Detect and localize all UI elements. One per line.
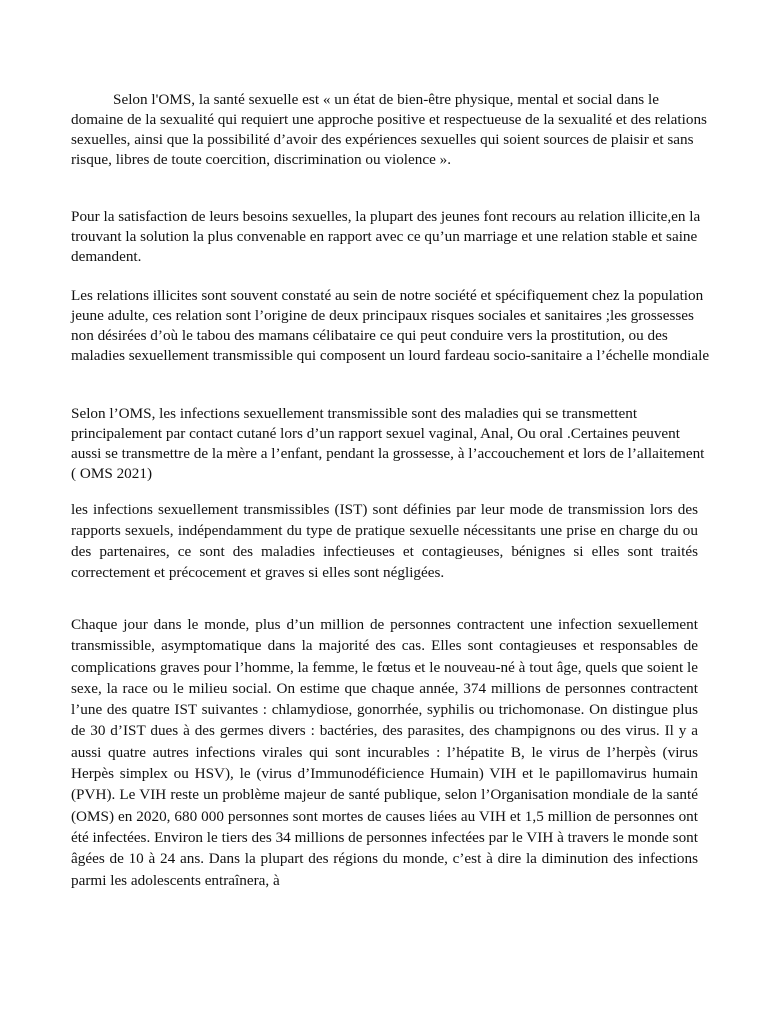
paragraph-oms-definition: Selon l'OMS, la santé sexuelle est « un état de bien-être physique, mental et social dans le domaine de la sexualité qui requiert une approche positive et respectueuse de la sexualité et des relations sexuelles, ainsi que la possibilité d’avoir des expériences sexuelles qui soient sources de plaisir et sans risque, libres de toute coercition, discrimination ou violence ». xyxy=(71,91,707,168)
paragraph-statistiques-ist: Chaque jour dans le monde, plus d’un million de personnes contractent une infection sexuellement transmissible, asymptomatique dans la majorité des cas. Elles sont contagieuses et responsables de complications graves pour l’homme, la femme, le fœtus et le nouveau-né à tout âge, quels que soient le sexe, la race ou le milieu social. On estime que chaque année, 374 millions de personnes contractent l’une des quatre IST suivantes : chlamydiose, gonorrhée, syphilis ou trichomonase. On distingue plus de 30 d’IST dues à des germes divers : bactéries, des parasites, des champignons ou des virus. Il y a aussi quatre autres infections virales qui sont incurables : l’hépatite B, le virus de l’herpès (virus Herpès simplex ou HSV), le (virus d’Immunodéficience Humain) VIH et le papillomavirus humain (PVH). Le VIH reste un problème majeur de santé publique, selon l’Organisation mondiale de la santé (OMS) en 2020, 680 000 personnes sont mortes de causes liées au VIH et 1,5 million de personnes ont été infectées. Environ le tiers des 34 millions de personnes infectées par le VIH à travers le monde sont âgées de 10 à 24 ans. Dans la plupart des régions du monde, c’est à dire la diminution des infections parmi les adolescents entraînera, à xyxy=(71,616,698,889)
paragraph-oms-ist: Selon l’OMS, les infections sexuellement transmissible sont des maladies qui se transmettent principalement par contact cutané lors d’un rapport sexuel vaginal, Anal, Ou oral .Certaines peuvent aussi se transmettre de la mère a l’enfant, pendant la grossesse, à l’accouchement et lors de l’allaitement ( OMS 2021) xyxy=(71,405,705,482)
paragraph-besoins-sexuels: Pour la satisfaction de leurs besoins sexuelles, la plupart des jeunes font recours au relation illicite,en la trouvant la solution la plus convenable en rapport avec ce qu’un marriage et une relation stable et saine demandent. xyxy=(71,208,701,265)
paragraph-relations-illicites: Les relations illicites sont souvent constaté au sein de notre société et spécifiquement chez la population jeune adulte, ces relation sont l’origine de deux principaux risques sociales et sanitaires ;les grossesses non désirées d’où le tabou des mamans célibataire ce qui peut conduire vers la prostitution, ou des maladies sexuellement transmissible qui composent un lourd fardeau socio-sanitaire a l’échelle mondiale xyxy=(71,287,710,364)
paragraph-ist-definition: les infections sexuellement transmissibles (IST) sont définies par leur mode de transmission lors des rapports sexuels, indépendamment du type de pratique sexuelle nécessitants une prise en charge du ou des partenaires, ce sont des maladies infectieuses et contagieuses, bénignes si elles sont traités correctement et précocement et graves si elles sont négligées. xyxy=(71,501,698,581)
